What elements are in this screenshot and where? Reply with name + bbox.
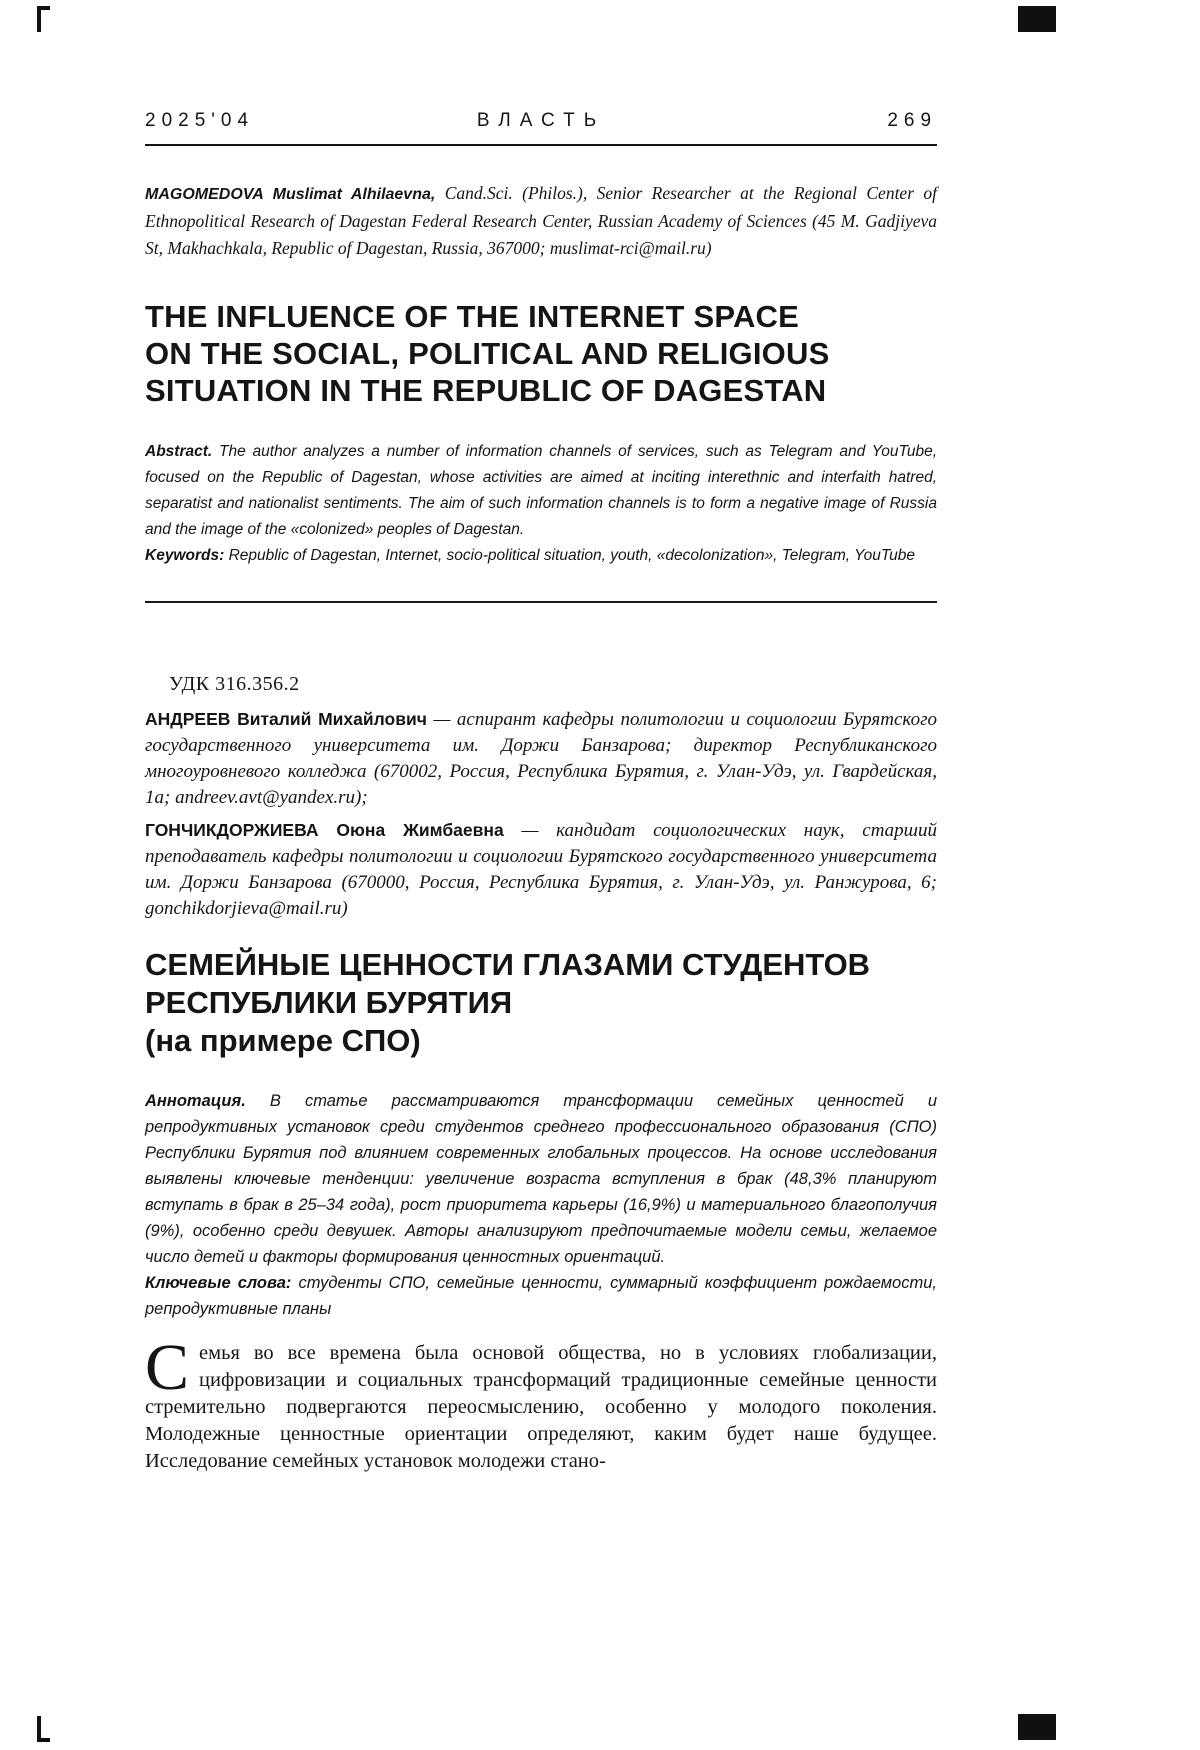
article2-title-line1: СЕМЕЙНЫЕ ЦЕННОСТИ ГЛАЗАМИ СТУДЕНТОВ <box>145 947 871 982</box>
page-content <box>145 0 937 1475</box>
body-text: емья во все времена была основой общества, но в условиях глобализации, цифровизации и социальных трансформаций традиционные семейные ценности стремительно подвергаются переосмыслению, особенно у молодого поколения. Молодежные ценностные ориентации определяют, каким будет наше будущее. Исследование семейных установок молодежи стано- <box>145 1342 937 1472</box>
article2-title <box>145 946 937 1060</box>
article1-abstract <box>145 439 937 543</box>
crop-mark-bottom-left-icon <box>37 1716 50 1742</box>
article2-title-line3: (на примере СПО) <box>145 1023 421 1058</box>
header-journal-title: ВЛАСТЬ <box>476 110 606 131</box>
article2-author2-block <box>145 817 937 922</box>
article1-author-block <box>145 180 937 262</box>
article1-title <box>145 298 937 409</box>
keywords-ru-label: Ключевые слова: <box>145 1274 292 1292</box>
crop-mark-bottom-right-icon <box>1018 1714 1056 1740</box>
abstract-label: Abstract. <box>145 443 213 460</box>
article2-title-line2: РЕСПУБЛИКИ БУРЯТИЯ <box>145 985 513 1020</box>
keywords-en-label: Keywords: <box>145 547 225 564</box>
section-divider <box>145 601 937 603</box>
article1-title-line2: ON THE SOCIAL, POLITICAL AND RELIGIOUS <box>145 336 830 371</box>
article2-author1-info: — аспирант кафедры политологии и социологии Бурятского государственного университета им. Доржи Банзарова; директор Республиканского многоуровневого колледжа (670002, Россия, Республика Бурятия, г. Улан-Удэ, ул. Гвардейская, 1а; andreev.avt@yandex.ru); <box>145 709 937 808</box>
keywords-ru-text: студенты СПО, семейные ценности, суммарный коэффициент рождаемости, репродуктивные планы <box>145 1274 937 1318</box>
article2-author2-info: — кандидат социологических наук, старший преподаватель кафедры политологии и социологии Бурятского государственного университета им. Доржи Банзарова (670000, Россия, Республика Бурятия, г. Улан-Удэ, ул. Ранжурова, 6; gonchikdorjieva@mail.ru) <box>145 820 938 919</box>
article1-title-line3: SITUATION IN THE REPUBLIC OF DAGESTAN <box>145 373 827 408</box>
article1-title-line1: THE INFLUENCE OF THE INTERNET SPACE <box>145 299 800 334</box>
crop-mark-top-left-icon <box>37 6 50 32</box>
article2-author1-block <box>145 706 937 811</box>
article1-author-name: MAGOMEDOVA Muslimat Alhilaevna, <box>145 186 436 203</box>
udc-code: УДК 316.356.2 <box>169 673 300 695</box>
annotation-text: В статье рассматриваются трансформации семейных ценностей и репродуктивных установок среди студентов среднего профессионального образования (СПО) Республики Бурятия под влиянием современных глобальных процессов. На основе исследования выявлены ключевые тенденции: увеличение возраста вступления в брак (48,3% планируют вступать в брак в 25–34 года), рост приоритета карьеры (16,9%) и материального благополучия (9%), особенно среди девушек. Авторы анализируют предпочитаемые модели семьи, желаемое число детей и факторы формирования ценностных ориентаций. <box>145 1092 937 1266</box>
article2-keywords <box>145 1270 937 1322</box>
crop-mark-top-right-icon <box>1018 6 1056 32</box>
article1-keywords <box>145 543 937 569</box>
running-header <box>145 110 937 146</box>
article2-annotation <box>145 1088 937 1270</box>
header-page-number: 269 <box>887 110 938 131</box>
abstract-text: The author analyzes a number of information channels of services, such as Telegram and YouTube, focused on the Republic of Dagestan, whose activities are aimed at inciting interethnic and interfaith hatred, separatist and nationalist sentiments. The aim of such information channels is to form a negative image of Russia and the image of the «colonized» peoples of Dagestan. <box>145 443 937 538</box>
keywords-en-text: Republic of Dagestan, Internet, socio-political situation, youth, «decolonization», Telegram, YouTube <box>228 547 916 564</box>
header-issue: 2025'04 <box>145 110 255 131</box>
drop-cap: С <box>145 1331 190 1404</box>
annotation-label: Аннотация. <box>145 1092 246 1110</box>
article2-body-paragraph <box>145 1331 937 1475</box>
article2-author2-name: ГОНЧИКДОРЖИЕВА Оюна Жимбаевна <box>145 820 504 840</box>
article2-author1-name: АНДРЕЕВ Виталий Михайлович <box>145 709 427 729</box>
article1-author-affiliation: Cand.Sci. (Philos.), Senior Researcher at the Regional Center of Ethnopolitical Research of Dagestan Federal Research Center, Russian Academy of Sciences (45 M. Gadjiyeva St, Makhachkala, Republic of Dagestan, Russia, 367000; muslimat-rci@mail.ru) <box>145 183 937 258</box>
